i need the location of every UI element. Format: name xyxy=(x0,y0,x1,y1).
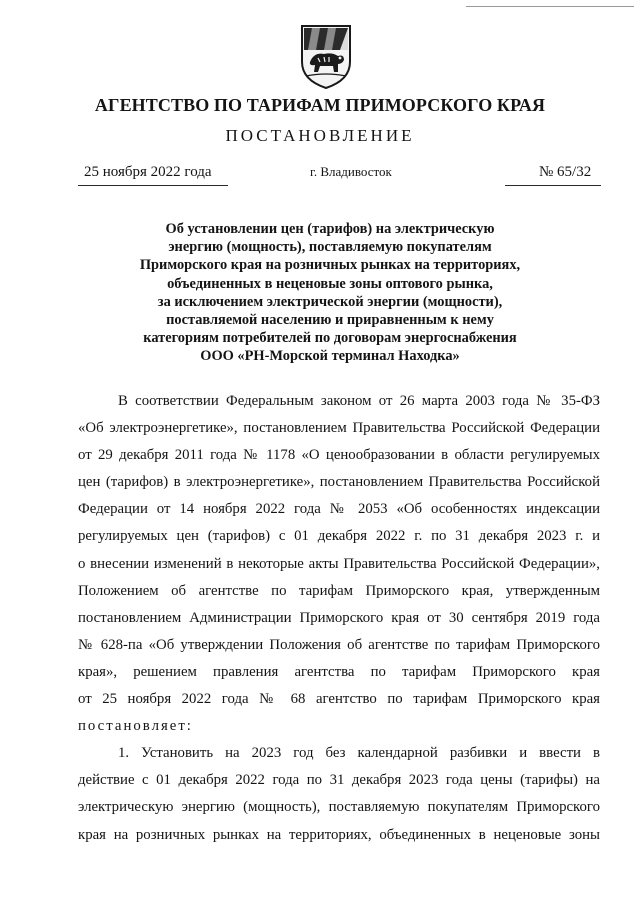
title-line: ООО «РН-Морской терминал Находка» xyxy=(200,348,460,365)
body-line: № 628-па «Об утверждении Положения об агентстве по тарифам Приморского xyxy=(78,636,600,653)
body-line: края», решением правления агентства по тарифам Приморского края xyxy=(78,663,600,680)
body-line: действие с 01 декабря 2022 года по 31 декабря 2023 года цены (тарифы) на xyxy=(78,772,600,789)
body-line: о внесении изменений в некоторые акты Правительства Российской Федерации», xyxy=(78,555,600,572)
date-underline xyxy=(78,185,228,186)
body-line: цен (тарифов) в электроэнергетике», постановлением Правительства Российской xyxy=(78,474,600,491)
body-line: Федерации от 14 ноября 2022 года № 2053 «Об особенностях индексации xyxy=(78,501,600,518)
body-line: «Об электроэнергетике», постановлением Правительства Российской Федерации xyxy=(78,420,600,437)
title-line: Приморского края на розничных рынках на территориях, xyxy=(139,257,521,274)
title-line: за исключением электрической энергии (мощности), xyxy=(157,293,503,310)
body-line: от 25 ноября 2022 года № 68 агентство по тарифам Приморского края xyxy=(78,691,600,708)
body-line: электрическую энергию (мощность), поставляемую покупателям Приморского xyxy=(78,799,600,816)
body-line: В соответствии Федеральным законом от 26 марта 2003 года № 35-ФЗ xyxy=(118,393,600,409)
document-type: ПОСТАНОВЛЕНИЕ xyxy=(225,126,415,145)
agency-name: АГЕНТСТВО ПО ТАРИФАМ ПРИМОРСКОГО КРАЯ xyxy=(94,95,546,115)
body-line-decree: постановляет: xyxy=(78,718,193,735)
title-line: объединенных в неценовые зоны оптового рынка, xyxy=(167,275,493,292)
body-line: от 29 декабря 2011 года № 1178 «О ценообразовании в области регулируемых xyxy=(78,447,600,464)
document-body xyxy=(78,388,600,849)
body-line-item-1: 1. Установить на 2023 год без календарной разбивки и ввести в xyxy=(118,745,600,762)
body-line: регулируемых цен (тарифов) с 01 декабря 2022 г. по 31 декабря 2023 г. и xyxy=(78,528,600,545)
document-date: 25 ноября 2022 года xyxy=(84,164,212,180)
number-underline xyxy=(505,185,601,186)
title-line: энергию (мощность), поставляемую покупателям xyxy=(168,239,492,256)
document-title xyxy=(100,220,560,366)
coat-of-arms-icon xyxy=(298,22,354,90)
document-city: г. Владивосток xyxy=(310,164,392,179)
title-line: категориям потребителей по договорам энергоснабжения xyxy=(143,330,517,347)
scan-edge-line xyxy=(466,6,634,7)
title-line: поставляемой населению и приравненным к нему xyxy=(166,312,494,329)
body-line: Положением об агентстве по тарифам Приморского края, утвержденным xyxy=(78,582,600,599)
document-number: № 65/32 xyxy=(539,164,592,180)
body-line: края на розничных рынках на территориях, объединенных в неценовые зоны xyxy=(78,826,600,843)
body-line: постановлением Администрации Приморского края от 30 сентября 2019 года xyxy=(78,609,600,626)
title-line: Об установлении цен (тарифов) на электрическую xyxy=(165,221,495,237)
